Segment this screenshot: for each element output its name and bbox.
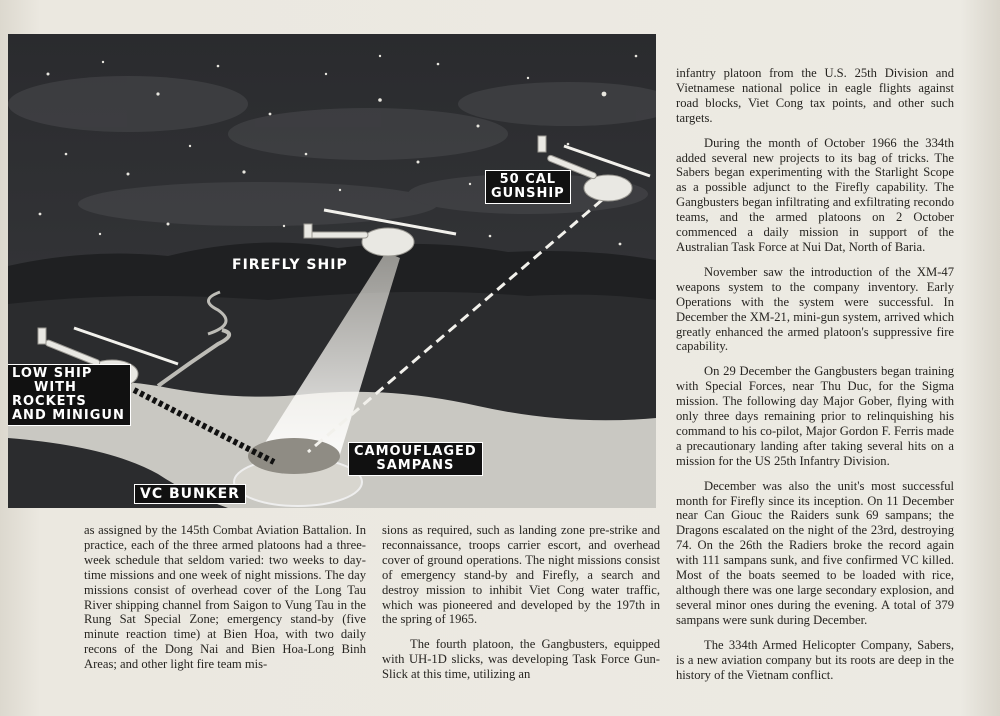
text-column-right: [676, 66, 954, 682]
text-column-middle: [382, 523, 660, 682]
text-column-left: [84, 523, 366, 672]
paragraph: sions as required, such as landing zone pre-strike and reconnaissance, troops carrier escort, and overhead cover of ground operations. The night missions consist of emergency stand-by and Firefly, a search and destroy mission to inhibit Viet Cong water traffic, which was pioneered and developed by the 197th in the spring of 1965.: [382, 523, 660, 627]
label-sampans-line-1: CAMOUFLAGED: [354, 444, 477, 459]
label-vc-bunker: VC BUNKER: [134, 484, 246, 504]
label-gunship-line-1: 50 CAL: [499, 172, 557, 187]
paragraph: November saw the introduction of the XM-47 weapons system to the company inventory. Early Operations with the system were successful. In December the XM-21, mini-gun system, arrived which greatly enhanced the armed platoon's suppressive fire capability.: [676, 264, 954, 354]
label-firefly-ship: FIREFLY SHIP: [232, 257, 348, 273]
label-low-ship-line-2: WITH: [34, 380, 77, 395]
label-low-ship-line-1: LOW SHIP: [12, 366, 93, 381]
paragraph: During the month of October 1966 the 334th added several new projects to its bag of tricks. The Sabers began experimenting with the Starlight Scope as a possible adjunct to the Firefly capability. The Gangbusters began infiltrating and exfiltrating recondo teams, and the armed platoons on 2 October commenced a daily mission in support of the Australian Task Force at Nui Dat, North of Baria.: [676, 135, 954, 254]
paragraph: as assigned by the 145th Combat Aviation Battalion. In practice, each of the three armed platoons had a three-week schedule that seldom varied: two weeks to day-time missions and one week of night missions. The day missions consist of overhead cover of the Long Tau River shipping channel from Saigon to Vung Tau in the Rung Sat Special Zone; emergency stand-by (five minute reaction time) at Bien Hoa, with two daily recons of the Dong Nai and Bien Hoa-Long Binh Areas; and other light fire team mis-: [84, 523, 366, 672]
label-50-cal-gunship: [485, 170, 571, 204]
label-low-ship-line-3: ROCKETS: [12, 394, 87, 409]
paragraph: December was also the unit's most successful month for Firefly since its inception. On 11 December near Can Giouc the Raiders sunk 69 sampans; the Dragons escalated on the night of the 23rd, destroying 74. On the 26th the Radiers broke the record again with 111 sampans sunk, and five confirmed VC killed. Most of the boats seemed to be loaded with rice, although there was one large secondary explosion, and several minor ones during the evening. A total of 379 sampans were sunk during December.: [676, 478, 954, 627]
paragraph: infantry platoon from the U.S. 25th Division and Vietnamese national police in eagle flights against road blocks, Viet Cong tax points, and other such targets.: [676, 66, 954, 125]
paragraph: The fourth platoon, the Gangbusters, equipped with UH-1D slicks, was developing Task Force Gun-Slick at this time, utilizing an: [382, 637, 660, 682]
firefly-mission-illustration: [8, 34, 656, 508]
label-gunship-line-2: GUNSHIP: [491, 186, 565, 201]
paragraph: The 334th Armed Helicopter Company, Sabers, is a new aviation company but its roots are deep in the history of the Vietnam conflict.: [676, 637, 954, 682]
label-low-ship-line-4: AND MINIGUN: [12, 408, 125, 423]
paragraph: On 29 December the Gangbusters began training with Special Forces, near Thu Duc, for the Sigma mission. The following day Major Gober, flying with only three days remaining prior to relinquishing his command to his co-pilot, Major Gordon F. Ferris made a precautionary landing after taking several hits on a mission for the US 25th Infantry Division.: [676, 364, 954, 468]
label-low-ship: [8, 364, 131, 426]
label-camouflaged-sampans: [348, 442, 483, 476]
label-sampans-line-2: SAMPANS: [376, 458, 455, 473]
